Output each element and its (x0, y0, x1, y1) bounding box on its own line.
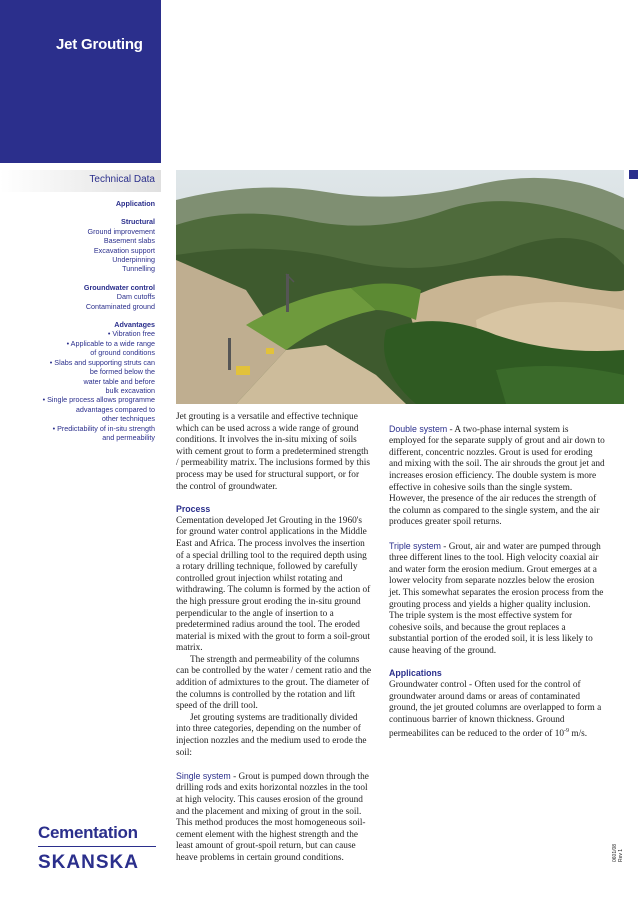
process-heading: Process (176, 504, 211, 515)
body-column-right (389, 412, 605, 741)
title-banner (0, 0, 161, 163)
logo-divider (38, 846, 156, 847)
applications-paragraph (389, 680, 605, 741)
document-reference (612, 844, 624, 862)
advantage-line: bulk excavation (105, 385, 155, 395)
groundwater-list (0, 292, 155, 311)
structural-item: Ground improvement (87, 226, 155, 236)
document-code: 0601/08 (612, 843, 618, 862)
single-system-paragraph (176, 771, 372, 865)
technical-data-title: Technical Data (89, 174, 155, 185)
structural-item: Tunnelling (122, 264, 155, 274)
skanska-logo: SKANSKA (38, 852, 139, 873)
applications-heading: Applications (389, 668, 442, 679)
application-heading: Application (115, 199, 155, 208)
advantage-line: of ground conditions (90, 348, 155, 358)
structural-list (0, 227, 155, 274)
accent-square (629, 170, 638, 179)
advantage-line: water table and before (83, 376, 155, 386)
process-paragraph-3: Jet grouting systems are traditionally divided into three categories, depending on the number of injection nozzles and the medium used to erode the soil: (176, 712, 367, 758)
groundwater-item: Dam cutoffs (116, 292, 155, 302)
document-revision: Rev 1 (618, 848, 624, 862)
advantages-heading: Advantages (114, 320, 155, 330)
double-system-text: - A two-phase internal system is employed for the separate supply of grout and air down to different, concentric nozzles. Grout is used for eroding and mixing with the soil. The air shrouds the grout jet and increases erosion efficiency. The double system is more effective in cohesive soils than the single system. However, the presence of the air reduces the strength of the column as compared to the single system, and the air produces greater spoil returns. (389, 424, 605, 528)
applications-unit: m/s. (569, 729, 588, 740)
page-title: Jet Grouting (56, 36, 143, 53)
technical-data-band (0, 170, 161, 192)
triple-system-label: Triple system (389, 540, 441, 551)
double-system-paragraph (389, 424, 605, 529)
single-system-label: Single system (176, 770, 231, 781)
structural-item: Underpinning (112, 255, 155, 265)
structural-heading: Structural (121, 217, 155, 227)
advantage-line: • Single process allows programme (42, 395, 155, 405)
process-paragraph-2: The strength and permeability of the columns can be controlled by the water / cement ratio and the addition of admixtures to the grout. The diameter of the columns is controlled by the rotation and lift speed of the drill tool. (176, 654, 372, 712)
applications-exponent: -9 (564, 728, 570, 735)
advantage-line: and permeability (102, 432, 155, 442)
groundwater-heading: Groundwater control (83, 282, 155, 292)
triple-system-text: - Grout, air and water are pumped through three different lines to the tool. High velocity coaxial air and water form the erosion medium. Grout emerges at a lower velocity from separate nozzles below the erosion jet. This somewhat separates the erosion process from the grouting process and yields a higher quality inclusion. The triple system is the most effective system for cohesive soils, and because the grout replaces a substantial portion of the eroded soil, it is less likely to cause heaving of the ground. (389, 541, 604, 656)
triple-system-paragraph (389, 541, 605, 658)
construction-site-photo (176, 170, 624, 404)
advantage-line: • Applicable to a wide range (66, 338, 155, 348)
structural-item: Basement slabs (103, 236, 155, 246)
applications-text: Groundwater control - Often used for the control of groundwater around dams or areas of contaminated ground, the jet grouted columns are overlapped to form a continuous barrier of known thickness. Ground permeabilites can be reduced to the order of 10 (389, 680, 602, 740)
intro-paragraph: Jet grouting is a versatile and effective technique which can be used across a wide range of ground conditions. It involves the in-situ mixing of soils with cement grout to form a predetermined strength / permeability matrix. The inclusions formed by this process may be used for structural support, or for the control of groundwater. (176, 412, 370, 492)
advantage-line: other techniques (101, 414, 155, 424)
advantage-line: • Slabs and supporting struts can (49, 357, 155, 367)
cementation-logo: Cementation (38, 823, 138, 842)
advantage-line: be formed below the (89, 367, 155, 377)
advantages-list (0, 329, 155, 442)
body-column-left (176, 412, 372, 865)
advantage-line: • Vibration free (107, 329, 155, 339)
single-system-text: - Grout is pumped down through the drilling rods and exits horizontal nozzles in the tool at high velocity. This causes erosion of the ground and the placement and mixing of grout in the soil. This method produces the most homogeneous soil-cement element with the highest strength and the least amount of grout-spoil return, but can cause heave problems in certain ground conditions. (176, 771, 369, 863)
advantage-line: advantages compared to (75, 404, 155, 414)
advantage-line: • Predictability of in-situ strength (52, 423, 155, 433)
groundwater-item: Contaminated ground (85, 301, 155, 311)
double-system-label: Double system (389, 423, 448, 434)
structural-item: Excavation support (93, 245, 155, 255)
sidebar (0, 199, 155, 442)
process-paragraph-1: Cementation developed Jet Grouting in the 1960's for ground water control applications in the Middle East and Africa. The process involves the insertion of a special drilling tool to the required depth using a rotary drilling technique, followed by carefully controlled grout injection whilst rotating and withdrawing. The column is formed by the action of the high pressure grout eroding the in-situ ground perpendicular to the angle of insertion to a predetermined radius around the tool. The eroded material is mixed with the grout to form a soil-grout matrix. (176, 515, 371, 654)
